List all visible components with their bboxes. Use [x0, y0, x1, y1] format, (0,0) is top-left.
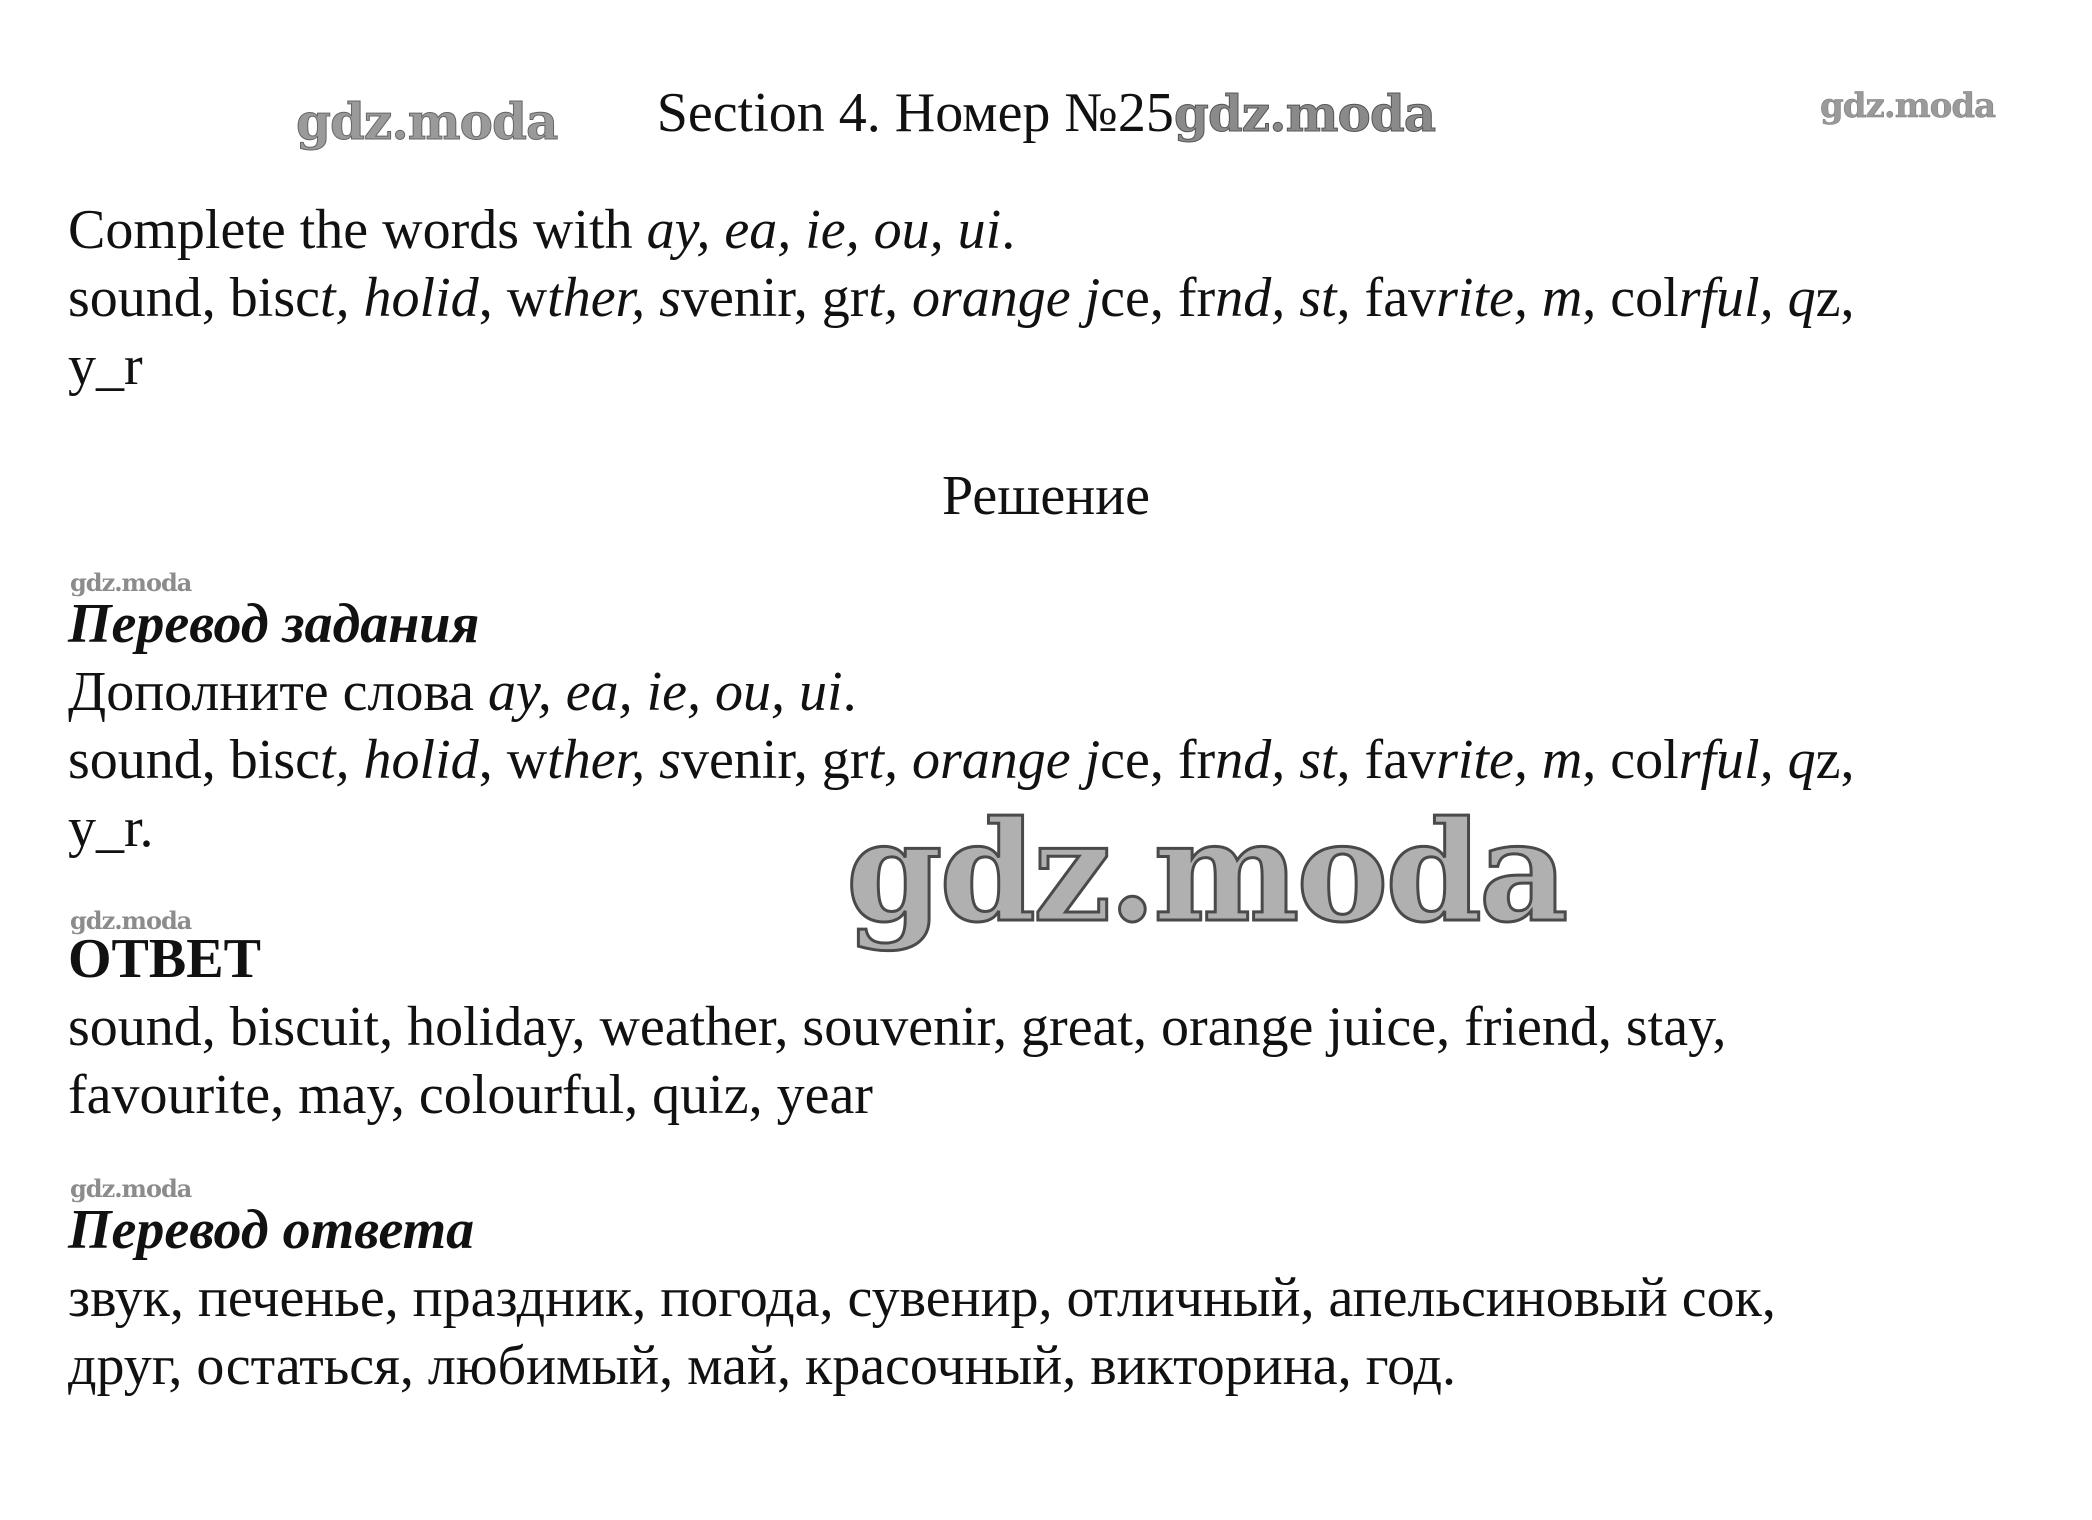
task-word-part: t, holid — [320, 267, 479, 329]
solution-label: Решение — [941, 465, 1151, 527]
watermark-small-2: gdz.moda — [70, 906, 192, 935]
translation-answer-line1: звук, печенье, праздник, погода, сувенир, отличный, апельсиновый сок, — [68, 1267, 1776, 1329]
translation-answer-heading: Перевод ответа — [68, 1199, 475, 1261]
watermark-title-inline: gdz.moda — [1173, 84, 1436, 143]
translation-word-part: sound, bisc — [68, 729, 320, 791]
translation-word-part: ce, fr — [1100, 729, 1216, 791]
task-instruction-prefix: Complete the words with — [68, 199, 647, 261]
translation-task-heading: Перевод задания — [68, 593, 480, 655]
translation-words-line1 — [68, 726, 2028, 794]
translation-word-part: t, holid — [320, 729, 479, 791]
task-word-part: , w — [478, 267, 548, 329]
translation-word-part: t, orange j — [868, 729, 1101, 791]
translation-word-part: , w — [478, 729, 548, 791]
translation-word-part: , col — [1582, 729, 1679, 791]
translation-word-part: ther, s — [547, 729, 681, 791]
task-word-part: , fav — [1336, 267, 1437, 329]
task-block — [68, 196, 2028, 400]
task-word-part: , col — [1582, 267, 1679, 329]
translation-word-part: , fav — [1336, 729, 1437, 791]
task-word-part: sound, bisc — [68, 267, 320, 329]
translation-instruction-letters: ay, ea, ie, ou, ui — [488, 661, 843, 723]
translation-task-instruction — [68, 658, 2028, 726]
answer-block — [68, 925, 2028, 1129]
watermark-small-3: gdz.moda — [70, 1174, 192, 1203]
translation-answer-block — [68, 1196, 2028, 1400]
translation-word-part: rite, m — [1436, 729, 1583, 791]
page-title — [0, 78, 2092, 149]
translation-word-part: z, — [1815, 729, 1855, 791]
translation-words-line2: y_r. — [68, 797, 154, 859]
watermark-small-1: gdz.moda — [70, 568, 192, 597]
translation-instruction-suffix: . — [842, 661, 857, 723]
task-instruction-suffix: . — [1001, 199, 1016, 261]
watermark-large: gdz.moda — [846, 790, 1566, 953]
answer-line2: favourite, may, colourful, quiz, year — [68, 1064, 873, 1126]
page-title-text: Section 4. Номер №25 — [656, 82, 1174, 144]
translation-answer-line2: друг, остаться, любимый, май, красочный, викторина, год. — [68, 1335, 1457, 1397]
watermark-top-left: gdz.moda — [296, 92, 558, 151]
task-instruction — [68, 196, 2028, 264]
task-word-part: t, orange j — [868, 267, 1101, 329]
task-word-part: ther, s — [547, 267, 681, 329]
task-word-part: z, — [1815, 267, 1855, 329]
task-word-part: rful, q — [1678, 267, 1816, 329]
task-words-line2: y_r — [68, 335, 143, 397]
task-instruction-letters: ay, ea, ie, ou, ui — [646, 199, 1002, 261]
task-word-part: ce, fr — [1100, 267, 1216, 329]
translation-word-part: rful, q — [1678, 729, 1816, 791]
task-word-part: rite, m — [1436, 267, 1583, 329]
answer-line1: sound, biscuit, holiday, weather, souvenir, great, orange juice, friend, stay, — [68, 996, 1727, 1058]
translation-word-part: venir, gr — [680, 729, 869, 791]
task-word-part: venir, gr — [680, 267, 869, 329]
translation-word-part: nd, st — [1215, 729, 1337, 791]
task-word-part: nd, st — [1215, 267, 1337, 329]
answer-heading: ОТВЕТ — [68, 928, 261, 990]
translation-instruction-prefix: Дополните слова — [68, 661, 488, 723]
watermark-top-right: gdz.moda — [1820, 86, 1996, 126]
task-words-line1 — [68, 264, 2028, 332]
